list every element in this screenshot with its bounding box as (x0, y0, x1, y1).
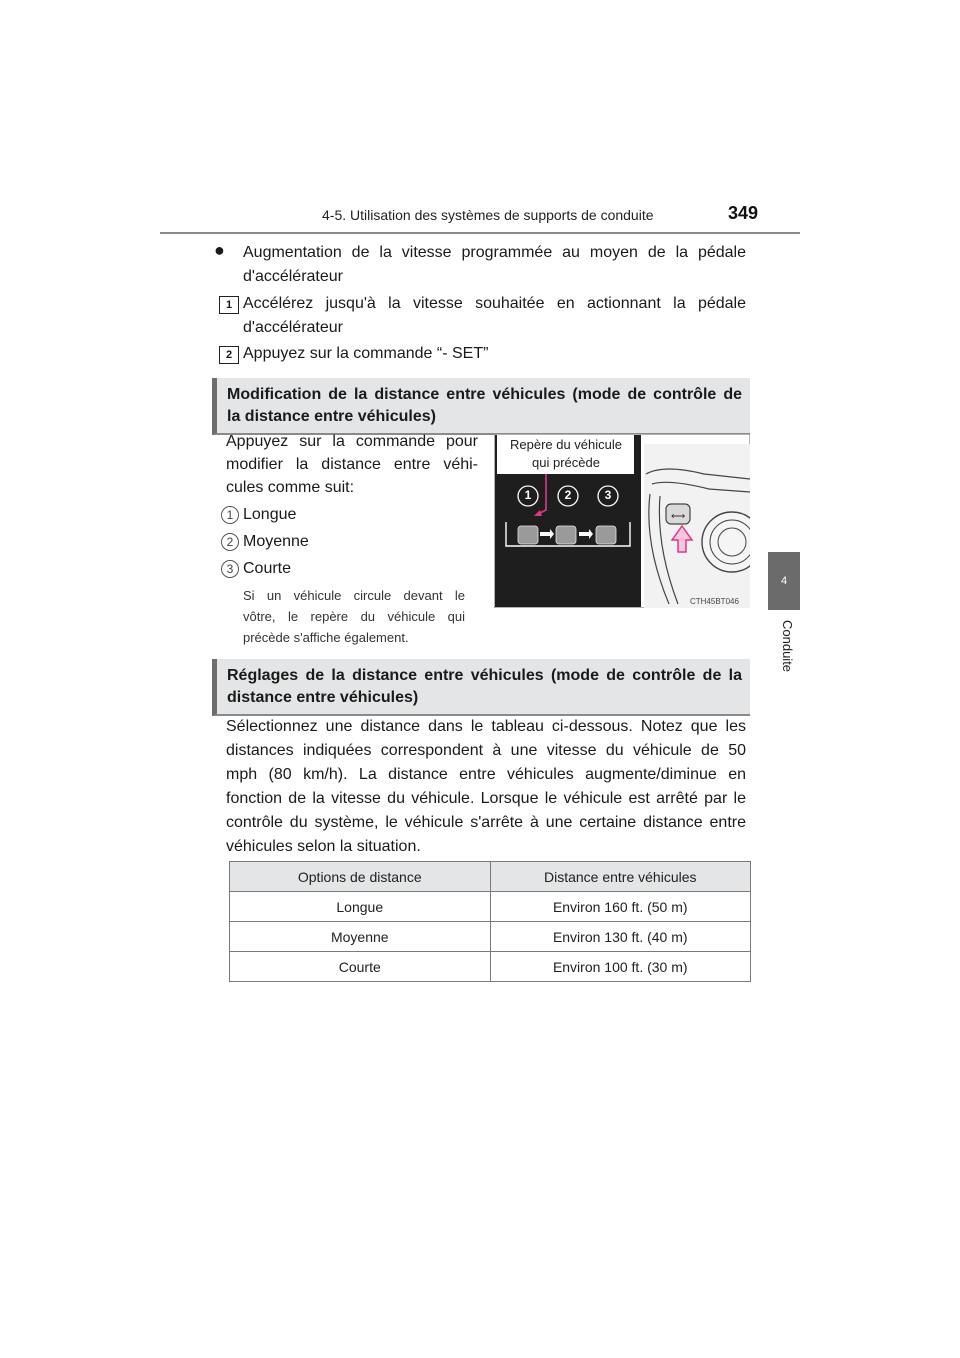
table-cell-option: Moyenne (230, 922, 491, 952)
distance-figure (494, 434, 750, 608)
item-3-number: 3 (221, 560, 239, 578)
page-number: 349 (728, 203, 759, 223)
figure-callout (498, 436, 634, 472)
running-header: 4-5. Utilisation des systèmes de supports de conduite (322, 207, 654, 223)
section-heading-distance-settings (212, 659, 750, 716)
distance-table (229, 861, 751, 982)
note-line3: précède s'affiche également. (243, 630, 409, 645)
step-2-badge: 2 (219, 346, 239, 364)
step-2-text: Appuyez sur la commande “- SET” (243, 345, 489, 362)
section-heading-line1: Modification de la distance entre véhicules (mode de contrôle de (227, 386, 742, 403)
item-1-number: 1 (221, 506, 239, 524)
table-header-options: Options de distance (230, 862, 491, 892)
intro-line1: Appuyez sur la commande pour (226, 433, 478, 450)
table-cell-option: Courte (230, 952, 491, 982)
item-3-label: Courte (243, 560, 292, 577)
table-row (230, 922, 751, 952)
figure-callout-line2: qui précède (532, 455, 600, 470)
bullet-icon: ● (214, 240, 225, 260)
table-row (230, 952, 751, 982)
header-rule (160, 232, 800, 234)
step-1-line2: d'accélérateur (243, 319, 343, 336)
section-heading-distance-change (212, 378, 750, 435)
item-2-number: 2 (221, 533, 239, 551)
table-row (230, 892, 751, 922)
car-icon-2 (556, 526, 576, 544)
body-line1: Sélectionnez une distance dans le tableau ci-dessous. Notez que les (226, 718, 746, 735)
table-cell-distance: Environ 160 ft. (50 m) (490, 892, 751, 922)
chapter-label: Conduite (780, 620, 795, 673)
table-cell-distance: Environ 100 ft. (30 m) (490, 952, 751, 982)
chapter-tab: 4 (768, 552, 800, 610)
body-line3: mph (80 km/h). La distance entre véhicules augmente/diminue en (226, 766, 746, 783)
section-heading-line2: la distance entre véhicules) (227, 408, 436, 425)
svg-text:⟷: ⟷ (671, 511, 686, 522)
car-icon-3 (596, 526, 616, 544)
body-line6: véhicules selon la situation. (226, 838, 421, 855)
note-line2: vôtre, le repère du véhicule qui (243, 609, 465, 624)
figure-num-3: 3 (604, 488, 612, 502)
bullet-title-line1: Augmentation de la vitesse programmée au moyen de la pédale (243, 244, 746, 261)
section2-heading-line2: distance entre véhicules) (227, 689, 419, 706)
table-cell-option: Longue (230, 892, 491, 922)
bullet-title-line2: d'accélérateur (243, 268, 343, 285)
intro-line3: cules comme suit: (226, 479, 355, 496)
figure-num-2: 2 (564, 488, 572, 502)
note-line1: Si un véhicule circule devant le (243, 588, 465, 603)
item-2-label: Moyenne (243, 533, 309, 550)
section2-heading-line1: Réglages de la distance entre véhicules (mode de contrôle de la (227, 667, 742, 684)
figure-num-1: 1 (524, 488, 532, 502)
body-line4: fonction de la vitesse du véhicule. Lorsque le véhicule est arrêté par le (226, 790, 746, 807)
intro-line2: modifier la distance entre véhi- (226, 456, 478, 473)
step-1-line1: Accélérez jusqu'à la vitesse souhaitée en actionnant la pédale (243, 295, 746, 312)
item-1-label: Longue (243, 506, 297, 523)
table-header-row (230, 862, 751, 892)
figure-code: CTH45BT046 (690, 597, 739, 606)
body-line5: contrôle du système, le véhicule s'arrête à une certaine distance entre (226, 814, 746, 831)
car-icon-1 (518, 526, 538, 544)
step-1-badge: 1 (219, 296, 239, 314)
figure-callout-line1: Repère du véhicule (509, 437, 623, 452)
table-header-distance: Distance entre véhicules (490, 862, 751, 892)
body-line2: distances indiquées correspondent à une vitesse du véhicule de 50 (226, 742, 746, 759)
table-cell-distance: Environ 130 ft. (40 m) (490, 922, 751, 952)
